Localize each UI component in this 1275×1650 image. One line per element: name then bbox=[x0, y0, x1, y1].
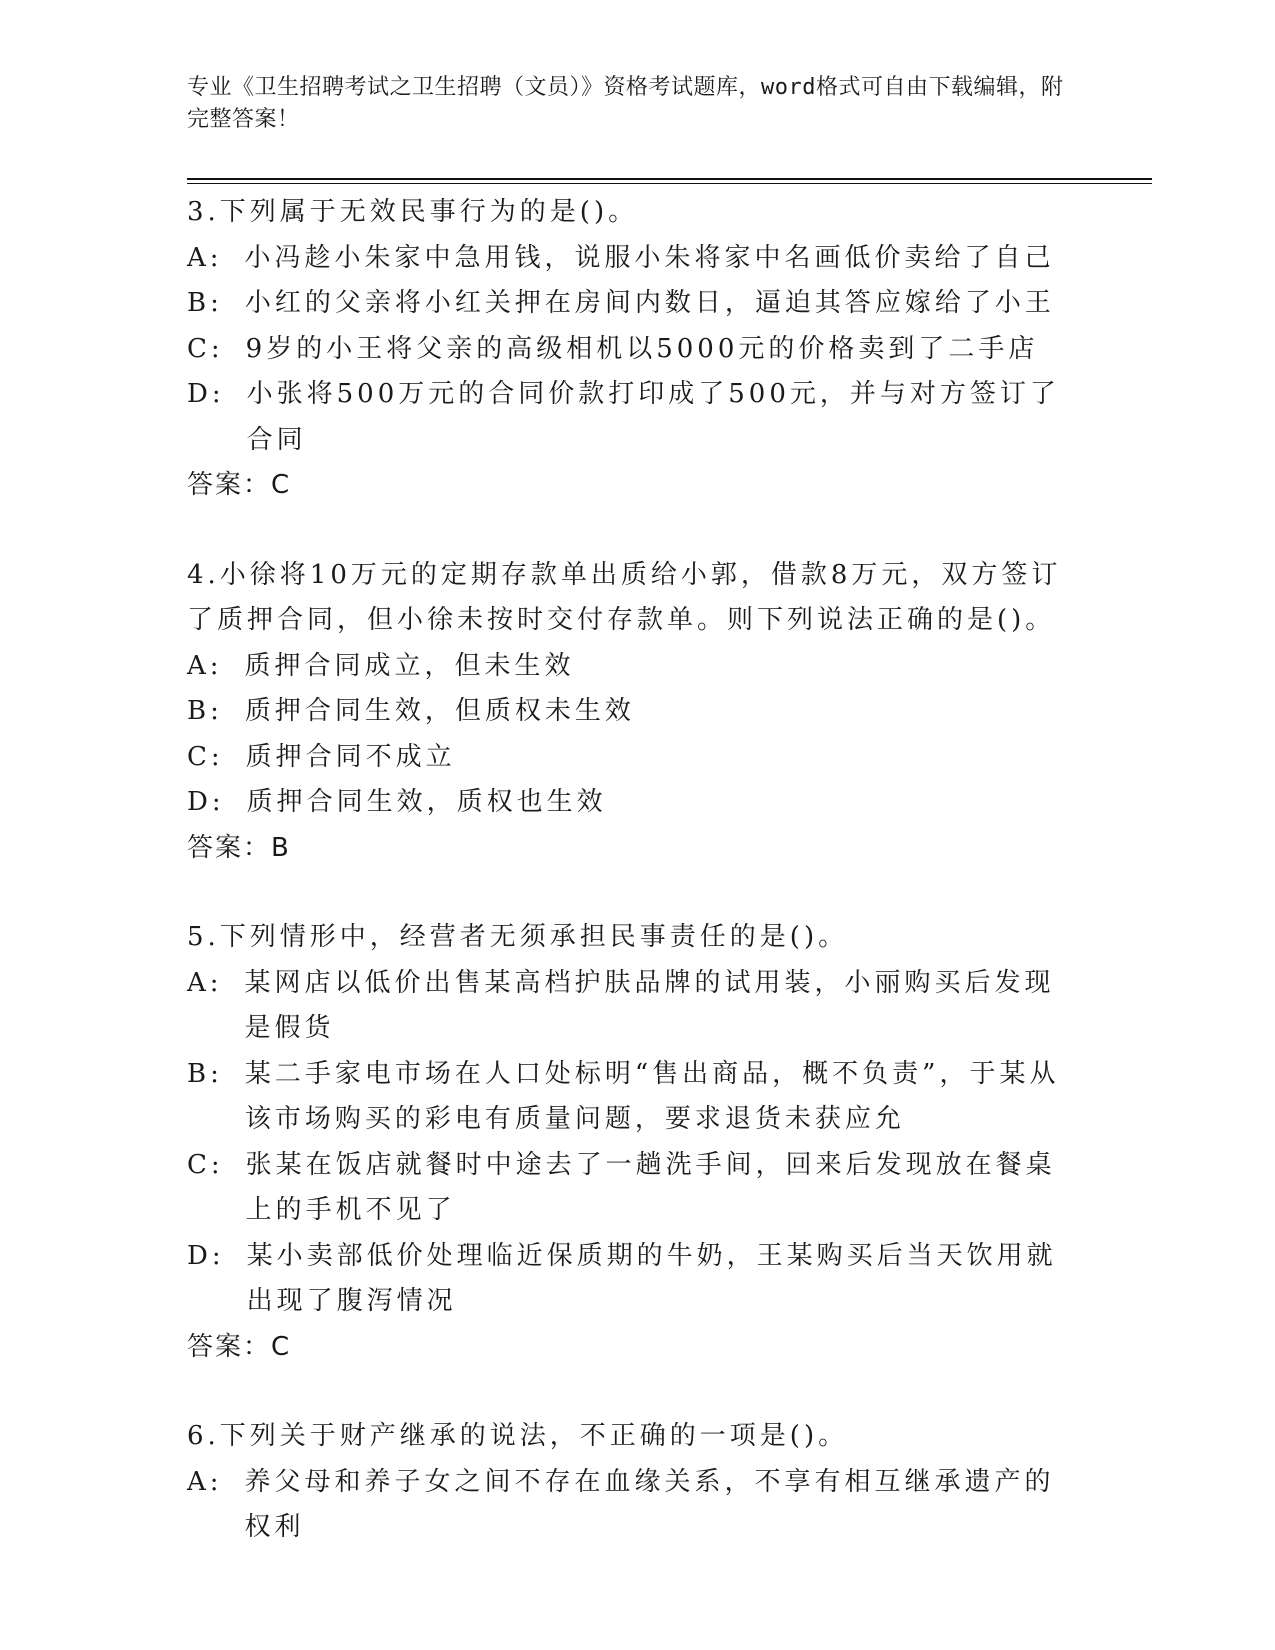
question-3 bbox=[187, 190, 1067, 509]
option-a bbox=[187, 1460, 1067, 1551]
option-b bbox=[187, 689, 1067, 735]
question-stem: 5.下列情形中，经营者无须承担民事责任的是()。 bbox=[187, 922, 849, 952]
option-d bbox=[187, 780, 1067, 826]
option-text: 某小卖部低价处理临近保质期的牛奶，王某购买后当天饮用就出现了腹泻情况 bbox=[246, 1240, 1057, 1316]
option-text: 小红的父亲将小红关押在房间内数日，逼迫其答应嫁给了小王 bbox=[244, 288, 1055, 318]
option-c bbox=[187, 1143, 1067, 1234]
header-divider-thin bbox=[187, 183, 1152, 184]
option-text: 质押合同成立，但未生效 bbox=[244, 650, 575, 681]
header-divider-thick bbox=[187, 178, 1152, 180]
question-stem: 4.小徐将10万元的定期存款单出质给小郭，借款8万元，双方签订了质押合同，但小徐未按时交付存款单。则下列说法正确的是()。 bbox=[187, 559, 1062, 635]
option-key: C: bbox=[187, 741, 224, 772]
option-key: D: bbox=[187, 1240, 225, 1271]
option-key: C: bbox=[187, 333, 224, 364]
document-header: 专业《卫生招聘考试之卫生招聘（文员）》资格考试题库，word格式可自由下载编辑，附完整答案！ bbox=[187, 75, 1064, 132]
option-key: B: bbox=[187, 696, 223, 726]
option-key: C: bbox=[187, 1149, 224, 1180]
answer-line: 答案：C bbox=[187, 1331, 292, 1362]
question-stem: 6.下列关于财产继承的说法，不正确的一项是()。 bbox=[187, 1421, 849, 1451]
question-6 bbox=[187, 1414, 1067, 1551]
option-key: A: bbox=[187, 650, 223, 681]
option-text: 某二手家电市场在人口处标明“售出商品，概不负责”，于某从该市场购买的彩电有质量问题，要求退货未获应允 bbox=[244, 1058, 1060, 1134]
option-text: 张某在饭店就餐时中途去了一趟洗手间，回来后发现放在餐桌上的手机不见了 bbox=[245, 1149, 1056, 1225]
option-d bbox=[187, 1234, 1067, 1325]
option-text: 质押合同生效，但质权未生效 bbox=[244, 696, 635, 726]
option-a bbox=[187, 961, 1067, 1052]
option-key: B: bbox=[187, 1058, 223, 1089]
option-text: 质押合同不成立 bbox=[245, 741, 456, 772]
option-text: 9岁的小王将父亲的高级相机以5000元的价格卖到了二手店 bbox=[245, 333, 1039, 364]
option-key: A: bbox=[187, 1466, 223, 1497]
option-key: B: bbox=[187, 288, 223, 318]
question-4 bbox=[187, 553, 1067, 872]
option-key: D: bbox=[187, 379, 225, 409]
option-c bbox=[187, 327, 1067, 373]
option-text: 养父母和养子女之间不存在血缘关系，不享有相互继承遗产的权利 bbox=[244, 1466, 1055, 1542]
question-list bbox=[187, 190, 1067, 1595]
option-a bbox=[187, 236, 1067, 282]
option-text: 质押合同生效，质权也生效 bbox=[246, 787, 607, 817]
option-b bbox=[187, 1052, 1067, 1143]
option-a bbox=[187, 644, 1067, 690]
question-5 bbox=[187, 915, 1067, 1370]
option-b bbox=[187, 281, 1067, 327]
option-key: A: bbox=[187, 242, 223, 273]
answer-line: 答案：B bbox=[187, 832, 291, 863]
option-key: D: bbox=[187, 787, 225, 817]
option-text: 小张将500万元的合同价款打印成了500元，并与对方签订了合同 bbox=[246, 379, 1060, 455]
option-text: 小冯趁小朱家中急用钱，说服小朱将家中名画低价卖给了自己 bbox=[244, 242, 1055, 273]
option-d bbox=[187, 372, 1067, 463]
answer-line: 答案：C bbox=[187, 470, 292, 500]
option-text: 某网店以低价出售某高档护肤品牌的试用装，小丽购买后发现是假货 bbox=[244, 967, 1055, 1043]
option-c bbox=[187, 735, 1067, 781]
option-key: A: bbox=[187, 967, 223, 998]
question-stem: 3.下列属于无效民事行为的是()。 bbox=[187, 197, 639, 227]
